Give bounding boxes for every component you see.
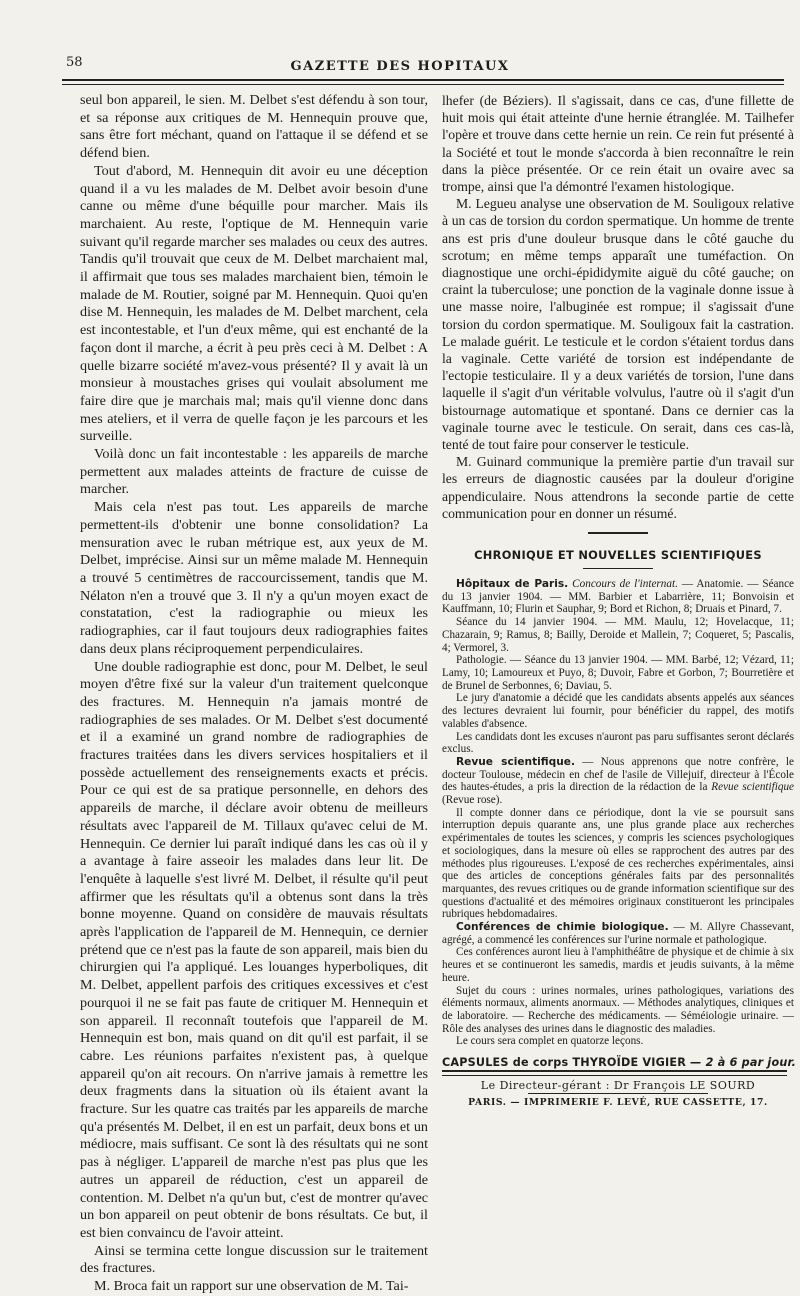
- conferences-paragraph-2: Ces conférences auront lieu à l'amphithéâtre de physique et de chimie à six heures et se continueront les samedis, mardis et jeudis suivants, à la même heure.: [442, 946, 794, 984]
- chronique-title: CHRONIQUE ET NOUVELLES SCIENTIFIQUES: [474, 548, 762, 563]
- header-rule-thin: [62, 84, 784, 85]
- directeur-gerant: Le Directeur-gérant : Dr François LE SOURD: [480, 1079, 756, 1092]
- section-divider: [588, 532, 648, 534]
- footer-rule-short: [528, 1093, 708, 1094]
- left-paragraph-4: Mais cela n'est pas tout. Les appareils de marche permettent-ils d'obtenir une bonne consolidation? La mensuration avec le ruban métrique est, aux yeux de M. Delbet, imprécise. Ainsi sur un même malade M. Hennequin a trouvé 5 centimètres de raccourcissement, tandis que M. Nélaton n'en a trouvé que 3. Il n'y a qu'un moyen exact de constatation, c'est la radiographie ou mieux les radiographies, car il faut toujours deux radiographies faites dans deux plans réciproquement perpendiculaires.: [80, 499, 428, 657]
- chronique-title-rule: [583, 568, 653, 569]
- hopitaux-heading: Hôpitaux de Paris.: [456, 578, 569, 591]
- right-paragraph-3: M. Guinard communique la première partie d'un travail sur les erreurs de diagnostic causées par la douleur d'origine appendiculaire. Nous attendrons la seconde partie de cette communication pour en donner un résumé.: [442, 454, 794, 521]
- revue-heading: Revue scientifique.: [456, 755, 575, 768]
- revue-text-a: — Nous apprenons que notre confrère, le docteur Toulouse, médecin en chef de l'asile de Villejuif, directeur à l'École des hautes-études, a pris la direction de la rédaction de la: [442, 755, 794, 794]
- header-rule-thick: [62, 79, 784, 81]
- hopitaux-pathologie: Pathologie. — Séance du 13 janvier 1904. — MM. Barbé, 12; Vézard, 11; Lamy, 10; Lamoureux et Puyo, 8; Duvoir, Fabre et Gorbon, 7; Bourretière et de Brunel de Serbonnes, 6; Daviau, 5.: [442, 654, 794, 692]
- revue-paragraph-2: Il compte donner dans ce périodique, dont la vie se poursuit sans interruption depuis quarante ans, une plus grande place aux recherches expérimentales de toutes les sciences, y compris les sciences psychologiques et sociologiques, dans la mesure où elles se rapprochent des autres par des méthodes plus rigoureuses. L'exposé de ces recherches expérimentales, ainsi que des articles de conceptions générales faits par des personnalités marquantes, des revues critiques ou de grande information scientifique sur des questions d'actualité et des mémoires originaux constitueront les principales rubriques hebdomadaires.: [442, 806, 794, 921]
- hopitaux-anatomie-text: — Anatomie. — Séance du 13 janvier 1904. — MM. Barbier et Labarrière, 11; Bonvoisin et Kauffmann, 10; Flurin et Sauphar, 9; Bord et Richon, 8; Druais et Pinard, 7.: [442, 578, 795, 616]
- right-paragraph-2: M. Legueu analyse une observation de M. Souligoux relative à un cas de torsion du cordon spermatique. Un homme de trente ans est pris d'une douleur brusque dans le côté gauche du scrotum; en même temps apparaît une tuméfaction. On diagnostique une orchi-épididymite aiguë du côté gauche; on craint la tuberculose; une ponction de la vaginale donne issue à une masse noire, l'albuginée est rompue; il s'agissait d'une torsion du cordon spermatique. M. Souligoux fait la castration. Le malade guérit. Le testicule et le cordon s'étaient tordus dans la vaginale. Cette variété de torsion est indépendante de l'ectopie testiculaire. Il y a deux variétés de torsion, l'une dans laquelle il s'agit d'un véritable volvulus, l'autre où il s'agit d'un bistournage automatique et spontané. Dans ce dernier cas la vaginale tourne avec le testicule. On serait, dans ces cas-là, tenté de tout faire pour conserver le testicule.: [442, 196, 794, 453]
- page-number: 58: [66, 55, 83, 70]
- advert-dosage: — 2 à 6 par jour.: [690, 1056, 797, 1070]
- left-paragraph-5: Une double radiographie est donc, pour M. Delbet, le seul moyen d'être fixé sur la valeur d'un traitement quelconque des fractures. M. Hennequin n'a jamais montré de radiographies de ses malades. Or M. Delbet s'est documenté et il a examiné un grand nombre de radiographies de fractures traitées dans les divers services hospitaliers et il possède actuellement des renseignements exacts et précis. Pour ce qui est de sa pratique personnelle, en dehors des appareils de marche, il déclare avoir obtenu de meilleurs résultats avec l'appareil de M. Tillaux qu'avec celui de M. Hennequin. Ce dernier lui paraît indiqué dans les cas où il y a avantage à faire asseoir les malades dans leur lit. De l'enquête à laquelle s'est livré M. Delbet, il résulte qu'il peut affirmer que les résultats qu'il a obtenus sont dans la très bonne moyenne. Quand on considère de mauvais résultats après l'application de l'appareil de M. Hennequin, ce dernier prétend que ce n'est pas la faute de son appareil, mais bien du chirurgien qui l'a appliqué. Les louanges hyperboliques, dit M. Delbet, appellent parfois des critiques excessives et c'est pourquoi il ne se fait pas faute de critiquer M. Hennequin et son appareil. Il reconnaît toutefois que l'appareil de M. Hennequin est bon, mais quand on dit qu'il est parfait, il se cabre. Les réunions parfaites n'existent pas, à quelque appareil qu'on ait recours. On n'arrive jamais à remettre les deux fragments dans la situation où ils étaient avant la fracture. Sur les quatre cas traités par les appareils de marche qu'a présentés M. Delbet, il en est un parfait, deux bons et un médiocre, mais suffisant. Ce sont là des résultats qui ne sont pas à négliger. L'appareil de marche n'est pas plus que les autres un appareil de réduction, c'est un appareil de contention. M. Delbet n'a qu'un but, c'est de montrer qu'avec un bon appareil on peut obtenir de bons résultats. Ce but, il est bien convaincu de l'avoir atteint.: [80, 658, 428, 1241]
- left-paragraph-2: Tout d'abord, M. Hennequin dit avoir eu une déception quand il a vu les malades de M. Delbet avoir besoin d'une canne ou même d'une béquille pour marcher. Mais ils marchaient. Au reste, l'optique de M. Hennequin varie suivant qu'il regarde marcher ses malades ou ceux des autres. Tandis qu'il trouvait que ceux de M. Delbet marchaient mal, il affirmait que tous ses malades marchaient bien, témoin le malade de M. Routier, soigné par M. Hennequin. Quoi qu'en dise M. Hennequin, les malades de M. Delbet marchent, cela est incontestable, et l'un d'eux même, qui est enchanté de la façon dont il marche, a écrit à peu près ceci à M. Delbet : A quelle bizarre société m'avez-vous présenté? Il y avait là un monsieur à moustaches grises qui voulait absolument me faire dire que je marchais mal; mais qu'il vienne donc dans mes ateliers, et il verra de quelle façon je les parcours et les surveille.: [80, 162, 428, 445]
- chronique-body: [442, 578, 794, 1048]
- left-paragraph-7: M. Broca fait un rapport sur une observation de M. Tai-: [94, 1278, 409, 1295]
- right-paragraph-1: lhefer (de Béziers). Il s'agissait, dans ce cas, d'une fillette de huit mois qui était atteinte d'une hernie étranglée. M. Tailhefer l'opère et trouve dans cette hernie un rein. Ce rein fut présenté à la Société et tout le monde s'accorda à bien reconnaître le rein dans la pièce présentée. Or ce rein était un ovaire avec sa trompe, ainsi que l'a démontré l'examen histologique.: [442, 93, 794, 195]
- imprimerie: PARIS. — IMPRIMERIE F. LEVÉ, RUE CASSETTE, 17.: [468, 1097, 768, 1108]
- footer-rule-thick: [442, 1070, 787, 1072]
- conferences-text: — M. Allyre Chassevant, agrégé, a commencé les conférences sur l'urine normale et pathologique.: [442, 921, 794, 946]
- capsules-advert: [442, 1056, 797, 1070]
- left-column: [80, 92, 428, 1296]
- conferences-heading: Conférences de chimie biologique.: [456, 921, 669, 934]
- footer-rule-thin: [442, 1075, 787, 1076]
- conferences-paragraph-4: Le cours sera complet en quatorze leçons.: [456, 1035, 644, 1048]
- conferences-paragraph-3: Sujet du cours : urines normales, urines pathologiques, variations des éléments normaux, aliments anormaux. — Méthodes analytiques, cliniques et de laboratoire. — Recherche des médicaments. — Séméiologie urinaire. — Rôle des analyses des urines dans le diagnostic des maladies.: [442, 984, 794, 1035]
- left-paragraph-3: Voilà donc un fait incontestable : les appareils de marche permettent aux malades atteints de fracture de cuisse de marcher.: [80, 446, 428, 498]
- journal-title: GAZETTE DES HOPITAUX: [290, 59, 510, 74]
- left-paragraph-1: seul bon appareil, le sien. M. Delbet s'est défendu à son tour, et sa réponse aux critiques de M. Hennequin prouve que, sans être fort méchant, quand on l'attaque il se défend et se défend bien.: [80, 92, 428, 162]
- hopitaux-exclus: Les candidats dont les excuses n'auront pas paru suffisantes seront déclarés exclus.: [442, 730, 794, 756]
- concours-internat: Concours de l'internat.: [572, 578, 678, 591]
- right-column: [442, 92, 797, 1070]
- hopitaux-jury: Le jury d'anatomie a décidé que les candidats absents appelés aux séances des lectures devraient lui fournir, pour bénéficier du rappel, des motifs valables d'absence.: [442, 692, 794, 730]
- revue-title-italic: Revue scientifique: [711, 781, 794, 794]
- advert-text: CAPSULES de corps THYROÏDE VIGIER: [442, 1056, 687, 1070]
- revue-text-b: (Revue rose).: [442, 794, 503, 807]
- left-paragraph-6: Ainsi se termina cette longue discussion sur le traitement des fractures.: [80, 1242, 428, 1277]
- hopitaux-seance-14: Séance du 14 janvier 1904. — MM. Maulu, 12; Hovelacque, 11; Chazarain, 9; Ramus, 8; Bailly, Deroide et Mallein, 7; Coqueret, 5; Pascalis, 4; Vermorel, 3.: [442, 616, 794, 654]
